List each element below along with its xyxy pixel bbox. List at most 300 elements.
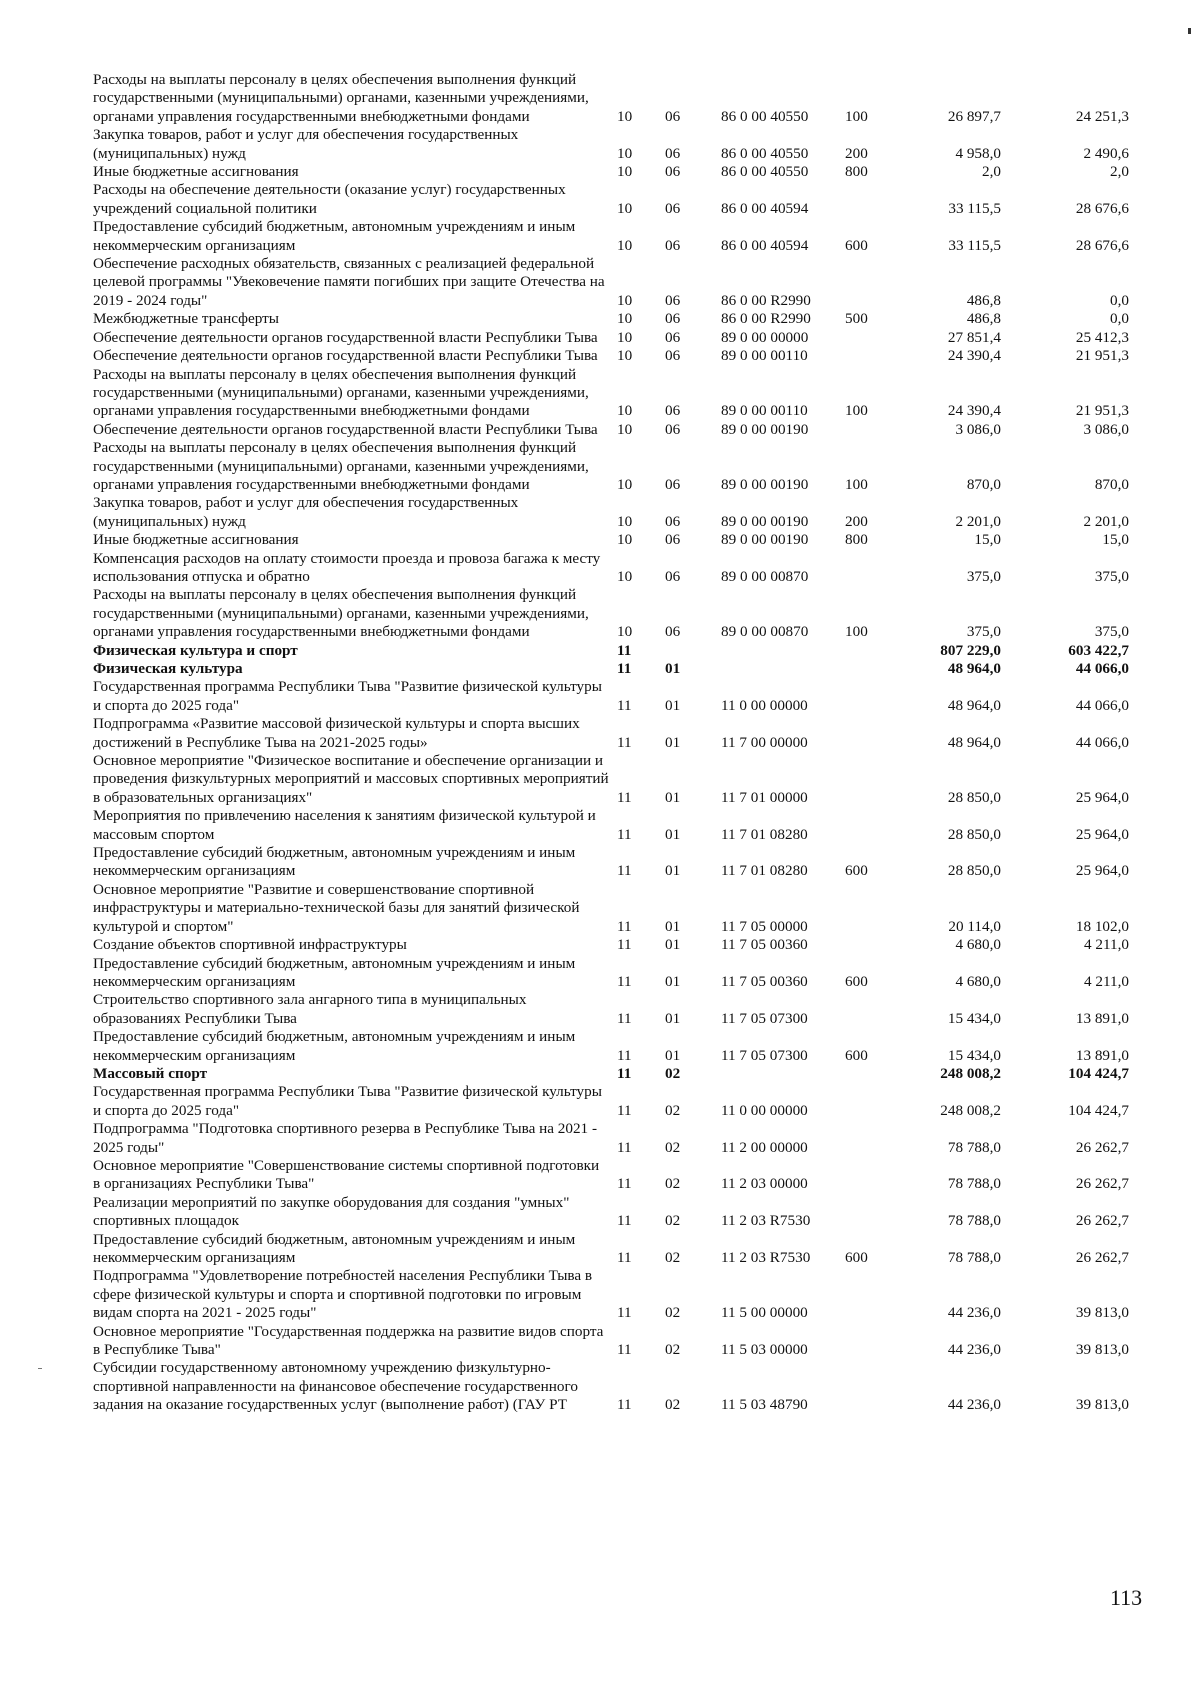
section-code: 10 — [617, 347, 633, 365]
amount-year-2: 603 422,7 — [1068, 641, 1129, 659]
section-code: 10 — [617, 475, 633, 493]
target-article-code: 89 0 00 00110 — [721, 347, 808, 365]
subsection-code: 06 — [665, 420, 681, 438]
expense-type-code — [835, 550, 903, 587]
target-article-code: 86 0 00 R2990 — [721, 291, 811, 309]
target-article-code: 86 0 00 40550 — [721, 107, 809, 125]
target-article-code: 89 0 00 00000 — [721, 328, 809, 346]
amount-year-1: 4 958,0 — [955, 144, 1001, 162]
amount-year-1: 28 850,0 — [947, 825, 1001, 843]
target-article-code: 11 7 00 00000 — [721, 733, 808, 751]
page-number: 113 — [1110, 1585, 1143, 1610]
subsection-code: 06 — [665, 531, 681, 549]
row-name: Физическая культура — [93, 660, 243, 677]
amount-year-1: 15 434,0 — [947, 1046, 1001, 1064]
amount-year-2: 25 412,3 — [1075, 328, 1129, 346]
row-name: Предоставление субсидий бюджетным, автономным учреждениям и иным некоммерческим организациям — [93, 844, 576, 880]
table-row — [93, 1083, 1133, 1120]
amount-year-2: 44 066,0 — [1075, 696, 1129, 714]
section-code: 11 — [617, 696, 632, 714]
table-row — [93, 439, 1133, 494]
expense-type-code — [835, 1267, 903, 1322]
target-article-code: 86 0 00 40550 — [721, 144, 809, 162]
section-code: 10 — [617, 402, 633, 420]
section-code: 10 — [617, 567, 633, 585]
subsection-code: 01 — [665, 862, 681, 880]
subsection-code: 01 — [665, 733, 681, 751]
row-name: Основное мероприятие "Развитие и совершенствование спортивной инфраструктуры и материально-технической базы для занятий физической культурой и спортом" — [93, 880, 580, 935]
row-name: Обеспечение деятельности органов государственной власти Республики Тыва — [93, 347, 598, 365]
amount-year-2: 39 813,0 — [1075, 1396, 1129, 1414]
amount-year-1: 48 964,0 — [947, 660, 1001, 677]
target-article-code: 11 7 05 07300 — [721, 1009, 808, 1027]
subsection-code: 06 — [665, 347, 681, 365]
subsection-code: 01 — [665, 788, 681, 806]
expense-type-code — [835, 1194, 903, 1231]
expense-type-code — [835, 1323, 903, 1360]
expense-type-code — [835, 329, 903, 347]
subsection-code: 01 — [665, 972, 681, 990]
amount-year-1: 2,0 — [982, 163, 1001, 181]
amount-year-1: 44 236,0 — [947, 1304, 1001, 1322]
row-name: Предоставление субсидий бюджетным, автономным учреждениям и иным некоммерческим организациям — [93, 1230, 576, 1266]
target-article-code: 11 0 00 00000 — [721, 1101, 808, 1119]
section-code: 11 — [617, 1396, 632, 1414]
expense-type-code: 600 — [845, 1249, 868, 1266]
target-article-code: 89 0 00 00190 — [721, 512, 809, 530]
subsection-code — [661, 642, 713, 660]
subsection-code: 06 — [665, 236, 681, 254]
subsection-code: 02 — [665, 1064, 681, 1082]
subsection-code: 06 — [665, 512, 681, 530]
target-article-code: 86 0 00 40550 — [721, 163, 809, 181]
subsection-code: 06 — [665, 623, 681, 641]
table-row — [93, 1231, 1133, 1268]
amount-year-2: 39 813,0 — [1075, 1304, 1129, 1322]
row-name: Обеспечение деятельности органов государственной власти Республики Тыва — [93, 420, 598, 438]
amount-year-2: 28 676,6 — [1075, 199, 1129, 217]
subsection-code: 06 — [665, 107, 681, 125]
amount-year-1: 4 680,0 — [955, 936, 1001, 954]
expense-type-code — [835, 1120, 903, 1157]
table-row — [93, 531, 1133, 549]
amount-year-2: 18 102,0 — [1075, 917, 1129, 935]
section-code: 10 — [617, 420, 633, 438]
row-name: Массовый спорт — [93, 1064, 208, 1082]
amount-year-1: 807 229,0 — [940, 641, 1001, 659]
subsection-code: 01 — [665, 917, 681, 935]
target-article-code: 11 5 03 00000 — [721, 1341, 808, 1359]
table-row — [93, 310, 1133, 328]
amount-year-1: 44 236,0 — [947, 1341, 1001, 1359]
table-row — [93, 494, 1133, 531]
subsection-code: 06 — [665, 475, 681, 493]
amount-year-2: 13 891,0 — [1075, 1009, 1129, 1027]
target-article-code: 11 7 05 00000 — [721, 917, 808, 935]
row-name: Основное мероприятие "Физическое воспитание и обеспечение организации и проведения физкультурных мероприятий и массовых спортивных мероприятий в образовательных организациях" — [93, 752, 609, 806]
amount-year-2: 4 211,0 — [1084, 936, 1129, 954]
amount-year-2: 13 891,0 — [1075, 1046, 1129, 1064]
table-row — [93, 642, 1133, 660]
amount-year-1: 2 201,0 — [955, 512, 1001, 530]
subsection-code: 01 — [665, 936, 681, 954]
amount-year-1: 48 964,0 — [947, 733, 1001, 751]
expense-type-code: 500 — [845, 310, 868, 328]
expense-type-code — [835, 881, 903, 936]
row-name: Расходы на обеспечение деятельности (оказание услуг) государственных учреждений социальной политики — [93, 181, 566, 217]
expense-type-code — [835, 678, 903, 715]
amount-year-1: 78 788,0 — [947, 1249, 1001, 1266]
section-code: 10 — [617, 163, 633, 181]
amount-year-1: 48 964,0 — [947, 696, 1001, 714]
table-row — [93, 550, 1133, 587]
row-name: Обеспечение деятельности органов государственной власти Республики Тыва — [93, 328, 598, 346]
expense-type-code: 100 — [845, 107, 868, 125]
table-row — [93, 991, 1133, 1028]
target-article-code: 89 0 00 00870 — [721, 623, 809, 641]
expense-type-code — [835, 1083, 903, 1120]
expense-type-code — [835, 660, 903, 678]
table-row — [93, 181, 1133, 218]
amount-year-1: 375,0 — [966, 567, 1001, 585]
amount-year-2: 104 424,7 — [1068, 1064, 1129, 1082]
section-code: 11 — [617, 1064, 632, 1082]
target-article-code: 89 0 00 00190 — [721, 475, 809, 493]
budget-table — [93, 71, 1133, 1415]
amount-year-1: 486,8 — [966, 291, 1001, 309]
amount-year-1: 870,0 — [966, 475, 1001, 493]
section-code: 11 — [617, 1341, 632, 1359]
expense-type-code — [835, 715, 903, 752]
subsection-code: 06 — [665, 310, 681, 328]
expense-type-code: 800 — [845, 163, 868, 181]
row-name: Расходы на выплаты персоналу в целях обеспечения выполнения функций государственными (муниципальными) органами, казенными учреждениями, органами управления государственными внебюджетными фондами — [93, 365, 589, 420]
margin-mark — [1188, 28, 1191, 34]
table-row — [93, 347, 1133, 365]
amount-year-2: 26 262,7 — [1075, 1212, 1129, 1230]
expense-type-code — [835, 1359, 903, 1414]
subsection-code: 06 — [665, 402, 681, 420]
amount-year-2: 375,0 — [1094, 623, 1129, 641]
amount-year-2: 44 066,0 — [1075, 660, 1129, 677]
amount-year-2: 2 490,6 — [1083, 144, 1129, 162]
expense-type-code — [835, 181, 903, 218]
section-code: 10 — [617, 328, 633, 346]
amount-year-2: 375,0 — [1094, 567, 1129, 585]
amount-year-1: 33 115,5 — [948, 236, 1001, 254]
section-code: 11 — [617, 1175, 632, 1193]
section-code: 11 — [617, 1138, 632, 1156]
subsection-code: 02 — [665, 1212, 681, 1230]
target-article-code: 11 5 00 00000 — [721, 1304, 808, 1322]
amount-year-1: 33 115,5 — [948, 199, 1001, 217]
subsection-code: 02 — [665, 1138, 681, 1156]
table-row — [93, 329, 1133, 347]
target-article-code: 86 0 00 R2990 — [721, 310, 811, 328]
table-row — [93, 126, 1133, 163]
amount-year-2: 25 964,0 — [1075, 825, 1129, 843]
expense-type-code — [835, 807, 903, 844]
table-row — [93, 1065, 1133, 1083]
amount-year-2: 2,0 — [1110, 163, 1129, 181]
row-name: Реализации мероприятий по закупке оборудования для создания "умных" спортивных площадок — [93, 1193, 570, 1230]
row-name: Подпрограмма "Подготовка спортивного резерва в Республике Тыва на 2021 - 2025 годы" — [93, 1120, 598, 1156]
target-article-code — [713, 1065, 835, 1083]
expense-type-code: 600 — [845, 862, 868, 880]
subsection-code: 02 — [665, 1341, 681, 1359]
expense-type-code: 600 — [845, 1046, 868, 1064]
table-row — [93, 586, 1133, 641]
expense-type-code: 600 — [845, 972, 868, 990]
amount-year-1: 15 434,0 — [947, 1009, 1001, 1027]
row-name: Предоставление субсидий бюджетным, автономным учреждениям и иным некоммерческим организациям — [93, 218, 576, 254]
section-code: 11 — [617, 917, 632, 935]
row-name: Подпрограмма "Удовлетворение потребностей населения Республики Тыва в сфере физической культуры и спорта и спортивной подготовки по игровым видам спорта на 2021 - 2025 годы" — [93, 1267, 593, 1322]
table-row — [93, 366, 1133, 421]
row-name: Расходы на выплаты персоналу в целях обеспечения выполнения функций государственными (муниципальными) органами, казенными учреждениями, органами управления государственными внебюджетными фондами — [93, 71, 589, 125]
amount-year-1: 15,0 — [974, 531, 1001, 549]
expense-type-code: 800 — [845, 531, 868, 549]
table-row — [93, 715, 1133, 752]
amount-year-2: 25 964,0 — [1075, 862, 1129, 880]
target-article-code: 11 2 03 R7530 — [721, 1249, 811, 1266]
section-code: 11 — [617, 733, 632, 751]
section-code: 11 — [617, 641, 632, 659]
amount-year-1: 24 390,4 — [947, 402, 1001, 420]
table-row — [93, 1028, 1133, 1065]
row-name: Строительство спортивного зала ангарного типа в муниципальных образованиях Республики Тыва — [93, 991, 527, 1027]
section-code: 11 — [617, 1046, 632, 1064]
table-row — [93, 71, 1133, 126]
table-row — [93, 881, 1133, 936]
amount-year-1: 20 114,0 — [948, 917, 1001, 935]
amount-year-2: 3 086,0 — [1083, 420, 1129, 438]
section-code: 10 — [617, 310, 633, 328]
expense-type-code: 200 — [845, 144, 868, 162]
subsection-code: 02 — [665, 1175, 681, 1193]
table-row — [93, 752, 1133, 807]
row-name: Закупка товаров, работ и услуг для обеспечения государственных (муниципальных) нужд — [93, 126, 519, 162]
section-code: 10 — [617, 512, 633, 530]
row-name: Подпрограмма «Развитие массовой физической культуры и спорта высших достижений в Республике Тыва на 2021-2025 годы» — [93, 715, 580, 751]
section-code: 10 — [617, 236, 633, 254]
target-article-code: 11 7 05 00360 — [721, 936, 808, 954]
expense-type-code: 600 — [845, 236, 868, 254]
expense-type-code — [835, 1065, 903, 1083]
row-name: Основное мероприятие "Совершенствование системы спортивной подготовки в организациях Республики Тыва" — [93, 1156, 600, 1193]
table-row — [93, 844, 1133, 881]
expense-type-code — [835, 255, 903, 310]
amount-year-1: 78 788,0 — [947, 1175, 1001, 1193]
target-article-code: 11 2 00 00000 — [721, 1138, 808, 1156]
expense-type-code — [835, 642, 903, 660]
section-code: 10 — [617, 199, 633, 217]
amount-year-1: 3 086,0 — [955, 420, 1001, 438]
subsection-code: 01 — [665, 1046, 681, 1064]
row-name: Предоставление субсидий бюджетным, автономным учреждениям и иным некоммерческим организациям — [93, 1028, 576, 1064]
amount-year-2: 21 951,3 — [1075, 402, 1129, 420]
amount-year-1: 24 390,4 — [947, 347, 1001, 365]
subsection-code: 02 — [665, 1304, 681, 1322]
section-code: 11 — [617, 972, 632, 990]
amount-year-1: 375,0 — [966, 623, 1001, 641]
row-name: Субсидии государственному автономному учреждению физкультурно-спортивной направленности на финансовое обеспечение государственного задания на оказание государственных услуг (выполнение работ) (ГАУ РТ — [93, 1359, 578, 1414]
subsection-code: 06 — [665, 567, 681, 585]
row-name: Компенсация расходов на оплату стоимости проезда и провоза багажа к месту использования отпуска и обратно — [93, 549, 601, 585]
row-name: Физическая культура и спорт — [93, 641, 298, 659]
target-article-code: 11 2 03 R7530 — [721, 1212, 811, 1230]
table-row — [93, 255, 1133, 310]
amount-year-2: 15,0 — [1102, 531, 1129, 549]
target-article-code: 11 2 03 00000 — [721, 1175, 808, 1193]
margin-dot — [38, 1368, 42, 1369]
expense-type-code: 200 — [845, 512, 868, 530]
row-name: Межбюджетные трансферты — [93, 310, 279, 328]
target-article-code: 89 0 00 00110 — [721, 402, 808, 420]
row-name: Обеспечение расходных обязательств, связанных с реализацией федеральной целевой программы "Увековечение памяти погибших при защите Отечества на 2019 - 2024 годы" — [93, 255, 605, 309]
expense-type-code — [835, 936, 903, 954]
subsection-code: 06 — [665, 291, 681, 309]
target-article-code: 11 7 05 00360 — [721, 972, 808, 990]
target-article-code: 11 7 05 07300 — [721, 1046, 808, 1064]
amount-year-2: 26 262,7 — [1075, 1138, 1129, 1156]
subsection-code: 01 — [665, 1009, 681, 1027]
table-row — [93, 1120, 1133, 1157]
amount-year-2: 25 964,0 — [1075, 788, 1129, 806]
amount-year-2: 24 251,3 — [1075, 107, 1129, 125]
target-article-code — [713, 642, 835, 660]
section-code: 11 — [617, 1101, 632, 1119]
section-code: 11 — [617, 1249, 632, 1266]
expense-type-code: 100 — [845, 623, 868, 641]
row-name: Расходы на выплаты персоналу в целях обеспечения выполнения функций государственными (муниципальными) органами, казенными учреждениями, органами управления государственными внебюджетными фондами — [93, 439, 589, 493]
amount-year-2: 26 262,7 — [1075, 1249, 1129, 1266]
section-code: 11 — [617, 788, 632, 806]
table-row — [93, 163, 1133, 181]
table-row — [93, 660, 1133, 678]
target-article-code: 11 5 03 48790 — [721, 1396, 808, 1414]
subsection-code: 01 — [665, 825, 681, 843]
expense-type-code — [835, 1157, 903, 1194]
amount-year-2: 2 201,0 — [1083, 512, 1129, 530]
expense-type-code: 100 — [845, 402, 868, 420]
table-row — [93, 421, 1133, 439]
table-row — [93, 936, 1133, 954]
budget-table-body — [93, 71, 1133, 1415]
row-name: Предоставление субсидий бюджетным, автономным учреждениям и иным некоммерческим организациям — [93, 954, 576, 990]
expense-type-code — [835, 752, 903, 807]
amount-year-2: 21 951,3 — [1075, 347, 1129, 365]
section-code: 11 — [617, 660, 632, 677]
target-article-code: 86 0 00 40594 — [721, 199, 809, 217]
target-article-code: 89 0 00 00870 — [721, 567, 809, 585]
table-row — [93, 218, 1133, 255]
amount-year-1: 28 850,0 — [947, 788, 1001, 806]
section-code: 11 — [617, 825, 632, 843]
section-code: 11 — [617, 1304, 632, 1322]
row-name: Иные бюджетные ассигнования — [93, 163, 299, 181]
amount-year-1: 78 788,0 — [947, 1138, 1001, 1156]
table-row — [93, 1194, 1133, 1231]
table-row — [93, 807, 1133, 844]
row-name: Государственная программа Республики Тыва "Развитие физической культуры и спорта до 2025 года" — [93, 1083, 602, 1119]
amount-year-1: 26 897,7 — [947, 107, 1001, 125]
subsection-code: 06 — [665, 163, 681, 181]
target-article-code: 11 7 01 08280 — [721, 825, 808, 843]
subsection-code: 02 — [665, 1101, 681, 1119]
amount-year-1: 248 008,2 — [940, 1101, 1001, 1119]
amount-year-2: 870,0 — [1094, 475, 1129, 493]
amount-year-1: 486,8 — [966, 310, 1001, 328]
table-row — [93, 1323, 1133, 1360]
expense-type-code — [835, 991, 903, 1028]
table-row — [93, 678, 1133, 715]
row-name: Расходы на выплаты персоналу в целях обеспечения выполнения функций государственными (муниципальными) органами, казенными учреждениями, органами управления государственными внебюджетными фондами — [93, 586, 589, 641]
target-article-code: 11 7 01 00000 — [721, 788, 808, 806]
target-article-code — [713, 660, 835, 678]
subsection-code: 02 — [665, 1249, 681, 1266]
amount-year-2: 4 211,0 — [1084, 972, 1129, 990]
section-code: 11 — [617, 1009, 632, 1027]
table-row — [93, 1359, 1133, 1414]
table-row — [93, 955, 1133, 992]
section-code: 10 — [617, 291, 633, 309]
section-code: 11 — [617, 862, 632, 880]
target-article-code: 89 0 00 00190 — [721, 531, 809, 549]
amount-year-2: 104 424,7 — [1068, 1101, 1129, 1119]
target-article-code: 86 0 00 40594 — [721, 236, 809, 254]
amount-year-1: 4 680,0 — [955, 972, 1001, 990]
amount-year-1: 248 008,2 — [940, 1064, 1001, 1082]
section-code: 10 — [617, 623, 633, 641]
row-name: Государственная программа Республики Тыва "Развитие физической культуры и спорта до 2025 года" — [93, 678, 602, 714]
target-article-code: 11 0 00 00000 — [721, 696, 808, 714]
subsection-code: 02 — [665, 1396, 681, 1414]
section-code: 10 — [617, 144, 633, 162]
row-name: Мероприятия по привлечению населения к занятиям физической культурой и массовым спортом — [93, 807, 596, 843]
row-name: Иные бюджетные ассигнования — [93, 531, 299, 549]
section-code: 11 — [617, 936, 632, 954]
amount-year-2: 39 813,0 — [1075, 1341, 1129, 1359]
section-code: 10 — [617, 531, 633, 549]
target-article-code: 11 7 01 08280 — [721, 862, 808, 880]
subsection-code: 06 — [665, 328, 681, 346]
amount-year-2: 44 066,0 — [1075, 733, 1129, 751]
amount-year-1: 44 236,0 — [947, 1396, 1001, 1414]
section-code: 11 — [617, 1212, 632, 1230]
row-name: Создание объектов спортивной инфраструктуры — [93, 936, 407, 954]
subsection-code: 01 — [665, 696, 681, 714]
target-article-code: 89 0 00 00190 — [721, 420, 809, 438]
amount-year-1: 28 850,0 — [947, 862, 1001, 880]
row-name: Основное мероприятие "Государственная поддержка на развитие видов спорта в Республике Тыва" — [93, 1322, 604, 1359]
amount-year-2: 0,0 — [1110, 310, 1129, 328]
section-code: 10 — [617, 107, 633, 125]
row-name: Закупка товаров, работ и услуг для обеспечения государственных (муниципальных) нужд — [93, 494, 519, 530]
subsection-code: 06 — [665, 144, 681, 162]
table-row — [93, 1267, 1133, 1322]
subsection-code: 06 — [665, 199, 681, 217]
table-row — [93, 1157, 1133, 1194]
expense-type-code — [835, 347, 903, 365]
amount-year-2: 0,0 — [1110, 291, 1129, 309]
amount-year-1: 78 788,0 — [947, 1212, 1001, 1230]
amount-year-1: 27 851,4 — [947, 328, 1001, 346]
subsection-code: 01 — [665, 660, 681, 677]
expense-type-code: 100 — [845, 475, 868, 493]
expense-type-code — [835, 421, 903, 439]
amount-year-2: 28 676,6 — [1075, 236, 1129, 254]
